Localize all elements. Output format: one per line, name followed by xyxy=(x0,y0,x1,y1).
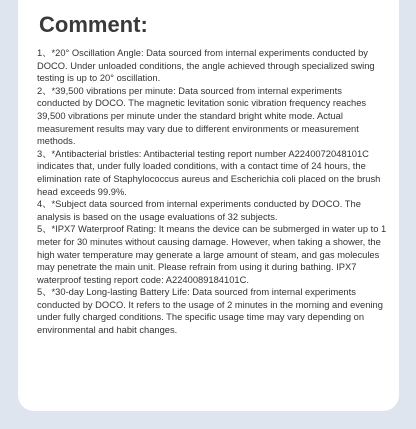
notes-list xyxy=(37,47,387,337)
note-vibrations-per-minute: 2、*39,500 vibrations per minute: Data sourced from internal experiments conducted by DOCO. The magnetic levitation sonic vibration frequency reaches 39,500 vibrations per minute under the standard bright white mode. Actual measurement results may vary due to different environments or measurement methods. xyxy=(37,85,367,147)
note-oscillation-angle: 1、*20° Oscillation Angle: Data sourced from internal experiments conducted by DOCO. Under unloaded conditions, the angle achieved through specialized swing testing is up to 20° oscillation. xyxy=(37,48,375,84)
comment-title: Comment: xyxy=(39,12,148,37)
note-subject-data: 4、*Subject data sourced from internal experiments conducted by DOCO. The analysis is based on the usage evaluations of 32 subjects. xyxy=(37,199,361,222)
comment-card xyxy=(18,0,399,411)
note-battery-life: 5、*30-day Long-lasting Battery Life: Data sourced from internal experiments conducted by DOCO. It refers to the usage of 2 minutes in the morning and evening under fully charged conditions. The specific usage time may vary depending on environmental and habit changes. xyxy=(37,287,383,336)
note-antibacterial-bristles: 3、*Antibacterial bristles: Antibacterial testing report number A2240072048101C indicates that, under fully loaded conditions, with a contact time of 24 hours, the elimination rate of Staphylococcus aureus and Escherichia coli placed on the brush head exceeds 99.9%. xyxy=(37,148,381,197)
note-ipx7-waterproof: 5、*IPX7 Waterproof Rating: It means the device can be submerged in water up to 1 meter for 30 minutes without causing damage. However, when taking a shower, the high water temperature may generate a large amount of steam, and gas molecules may penetrate the main unit. Please refrain from using it during bathing. IPX7 waterproof testing report code: A2240089184101C. xyxy=(37,224,387,285)
